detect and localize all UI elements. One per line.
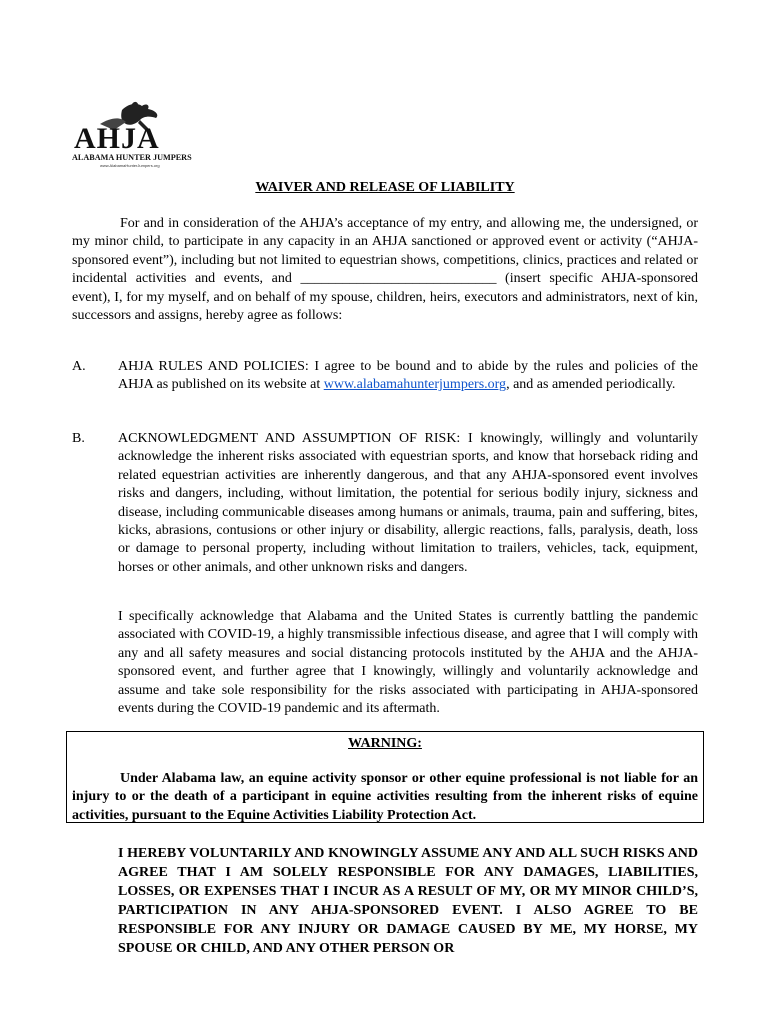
section-a-text-after: , and as amended periodically. [506, 377, 676, 393]
logo-url: www.AlabamaHunterJumpers.org [100, 163, 160, 168]
warning-text: Under Alabama law, an equine activity sponsor or other equine professional is not liable for an injury to or the death of a participant in equine activities resulting from the inherent risks of equine activities, pursuant to the Equine Activities Liability Protection Act. [72, 771, 698, 823]
section-a-letter: A. [72, 359, 86, 374]
section-a-text [118, 358, 698, 395]
section-a-text-before: AHJA RULES AND POLICIES: I agree to be bound and to abide by the rules and policies of the AHJA as published on its website at [118, 359, 698, 393]
section-b-letter: B. [72, 431, 85, 446]
warning-title: WARNING: [348, 736, 422, 751]
horse-jumper-logo-icon [70, 100, 200, 170]
logo-name: ALABAMA HUNTER JUMPERS [72, 153, 192, 162]
logo-letters: AHJA [74, 122, 160, 155]
intro-paragraph: For and in consideration of the AHJA’s acceptance of my entry, and allowing me, the undersigned, or my minor child, to participate in any capacity in an AHJA sanctioned or approved event or activity (“AHJA-sponsored event”), including but not limited to equestrian shows, competitions, clinics, practices and related or incidental activities and events, and ____________________________ (insert specific AHJA-sponsored event), I, for my myself, and on behalf of my spouse, children, heirs, executors and administrators, next of kin, successors and assigns, hereby agree as follows: [72, 216, 698, 324]
ahja-logo [70, 100, 200, 170]
assumption-of-risk-paragraph: I HEREBY VOLUNTARILY AND KNOWINGLY ASSUME ANY AND ALL SUCH RISKS AND AGREE THAT I AM SOLELY RESPONSIBLE FOR ANY DAMAGES, LIABILITIES, LOSSES, OR EXPENSES THAT I INCUR AS A RESULT OF MY, OR MY MINOR CHILD’S, PARTICIPATION IN ANY AHJA-SPONSORED EVENT. I ALSO AGREE TO BE RESPONSIBLE FOR ANY INJURY OR DAMAGE CAUSED BY ME, MY HORSE, MY SPOUSE OR CHILD, AND ANY OTHER PERSON OR [118, 846, 698, 956]
ahja-website-link[interactable]: www.alabamahunterjumpers.org [323, 377, 507, 393]
document-title: WAIVER AND RELEASE OF LIABILITY [255, 180, 515, 195]
covid-paragraph: I specifically acknowledge that Alabama and the United States is currently battling the pandemic associated with COVID-19, a highly transmissible infectious disease, and agree that I will comply with any and all safety measures and social distancing protocols instituted by the AHJA and the AHJA-sponsored event, and further agree that I knowingly, willingly and voluntarily acknowledge and assume and take sole responsibility for the risks associated with participating in AHJA-sponsored events during the COVID-19 pandemic and its aftermath. [118, 609, 698, 717]
section-b-text: ACKNOWLEDGMENT AND ASSUMPTION OF RISK: I knowingly, willingly and voluntarily acknowledge the inherent risks associated with equestrian sports, and know that horseback riding and related equestrian activities are inherently dangerous, and that any AHJA-sponsored event involves risks and dangers, including, without limitation, the potential for serious bodily injury, sickness and disease, including communicable diseases among humans or animals, trauma, pain and suffering, bites, kicks, abrasions, contusions or other injury or disability, allergic reactions, falls, paralysis, death, loss or damage to personal property, including without limitation to trailers, vehicles, tack, equipment, horses or other animals, and other unknown risks and dangers. [118, 431, 698, 575]
